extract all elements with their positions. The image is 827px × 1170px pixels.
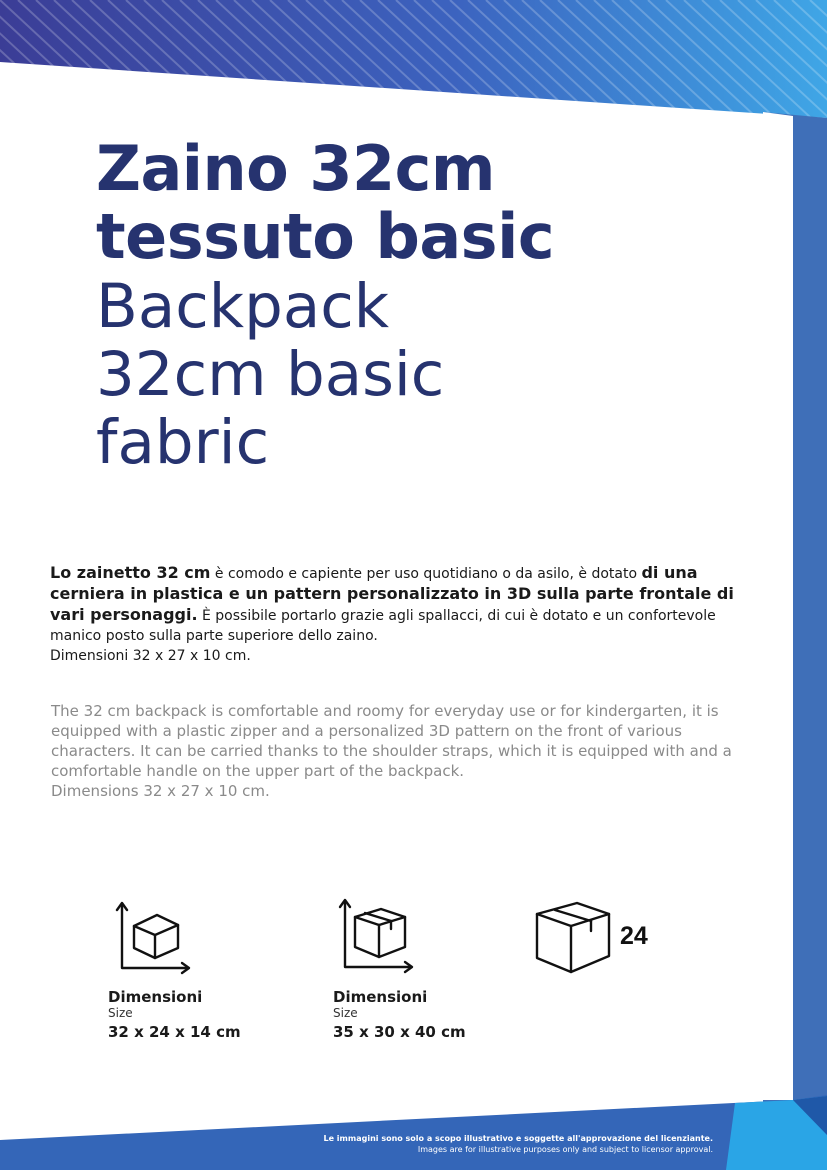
spec-sublabel: Size <box>333 1006 358 1020</box>
product-box-axes-icon <box>112 898 196 978</box>
page-title-italian <box>96 132 555 273</box>
spec-label: Dimensioni <box>108 988 203 1006</box>
carton-quantity: 24 <box>620 922 648 950</box>
desc-text: È possibile portarlo grazie agli spallacci, di cui è dotato e un confortevole manico posto sulla parte superiore dello zaino. <box>50 608 716 644</box>
desc-strong: di una cerniera in plastica e un pattern personalizzato in 3D sulla parte frontale di vari personaggi. <box>50 563 734 624</box>
title-line: 32cm basic <box>96 339 445 410</box>
carton-box-icon <box>533 898 613 978</box>
spec-value: 35 x 30 x 40 cm <box>333 1023 466 1041</box>
description-italian <box>50 563 740 666</box>
footer-disclaimer <box>324 1133 714 1155</box>
carton-size-spec <box>333 988 466 1043</box>
desc-text: è comodo e capiente per uso quotidiano o da asilo, è dotato <box>210 566 638 582</box>
side-label-bold: Zaini <box>771 140 793 194</box>
spec-label: Dimensioni <box>333 988 428 1006</box>
top-pattern-band <box>0 0 827 130</box>
spec-value: 32 x 24 x 14 cm <box>108 1023 241 1041</box>
carton-box-axes-icon <box>335 895 419 977</box>
title-line: Zaino 32cm <box>96 132 495 205</box>
side-label-light: Backpack <box>771 199 793 291</box>
desc-en-text: The 32 cm backpack is comfortable and roomy for everyday use or for kindergarten, it is equipped with a plastic zipper and a personalized 3D pattern on the front of various characters. It can be carried thanks to the shoulder straps, which it is equipped with and a comfortable handle on the upper part of the backpack. <box>51 702 732 780</box>
title-line: tessuto basic <box>96 200 555 273</box>
desc-dimensions: Dimensioni 32 x 27 x 10 cm. <box>50 648 251 664</box>
spec-sublabel: Size <box>108 1006 133 1020</box>
page-title-english <box>96 273 444 477</box>
title-line: fabric <box>96 407 270 478</box>
product-size-spec <box>108 988 241 1043</box>
desc-en-dimensions: Dimensions 32 x 27 x 10 cm. <box>51 782 270 800</box>
title-line: Backpack <box>96 271 390 342</box>
desc-strong: Lo zainetto 32 cm <box>50 563 211 582</box>
description-english <box>51 701 751 801</box>
disclaimer-english: Images are for illustrative purposes only and subject to licensor approval. <box>417 1145 713 1154</box>
disclaimer-italian: Le immagini sono solo a scopo illustrativo e soggette all'approvazione del licenziante. <box>323 1134 713 1143</box>
